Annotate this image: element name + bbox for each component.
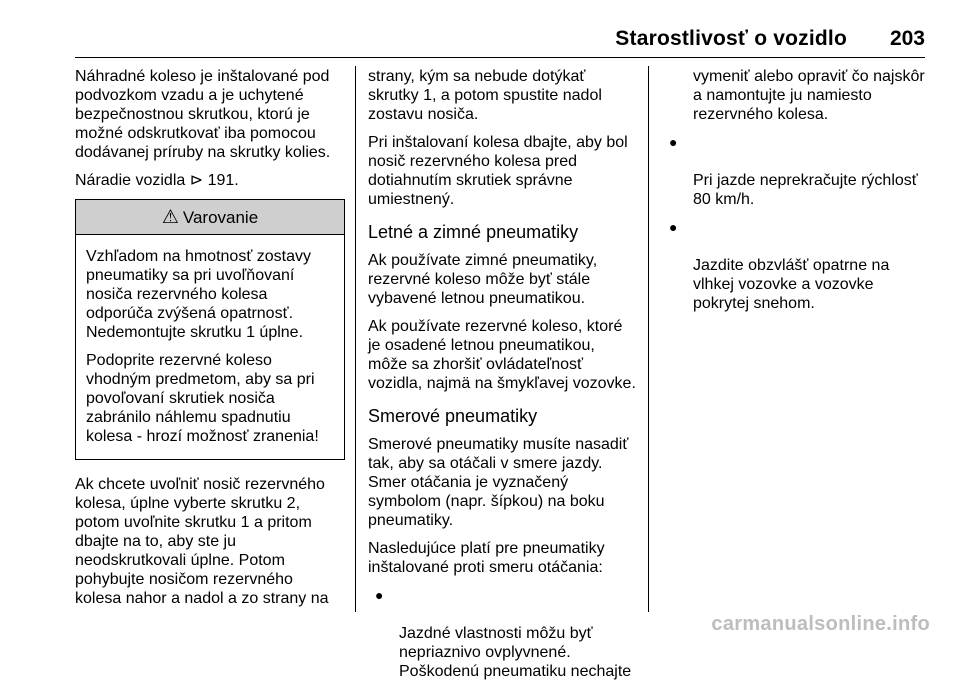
list-item-text: Jazdite obzvlášť opatrne na vlhkej vozovke a vozovke pokrytej snehom. — [693, 257, 890, 312]
warning-header — [76, 200, 344, 235]
paragraph: Ak používate rezervné koleso, ktoré je osadené letnou pneumatikou, môže sa zhoršiť ovládateľnosť vozidla, najmä na šmykľavej vozovke. — [368, 318, 636, 392]
warning-triangle-icon: ⚠ — [161, 206, 179, 228]
warning-box — [75, 199, 345, 460]
column-3 — [662, 67, 937, 322]
page-number: 203 — [889, 27, 925, 50]
warning-paragraph: Podoprite rezervné koleso vhodným predmetom, aby sa pri povoľovaní skrutiek nosiča zabránilo náhlemu spadnutiu kolesa - hrozí možnosť zranenia! — [86, 352, 319, 445]
section-title: Starostlivosť o vozidlo — [615, 27, 847, 50]
warning-title: Varovanie — [182, 207, 259, 227]
list-item — [662, 133, 937, 209]
column-divider — [355, 66, 356, 612]
list-item-text: Jazdné vlastnosti môžu byť nepriaznivo ovplyvnené. Poškodenú pneumatiku nechajte — [399, 625, 632, 680]
bullet-icon: ● — [375, 587, 384, 603]
paragraph: Náhradné koleso je inštalované pod podvozkom vzadu a je uchytené bezpečnostnou skrutkou, ktorú je možné odskrutkovať iba pomocou dodávanej príruby na skrutky kolies. — [75, 68, 331, 161]
warning-body — [76, 235, 344, 459]
paragraph: strany, kým sa nebude dotýkať skrutky 1, a potom spustite nadol zostavu nosiča. — [368, 68, 602, 123]
list-item — [662, 218, 937, 313]
section-heading: Smerové pneumatiky — [368, 406, 538, 426]
watermark: carmanualsonline.info — [711, 613, 930, 635]
paragraph: Smerové pneumatiky musíte nasadiť tak, aby sa otáčali v smere jazdy. Smer otáčania je vyznačený symbolom (napr. šípkou) na boku pneumatiky. — [368, 436, 629, 529]
column-2 — [368, 67, 638, 690]
paragraph: Pri inštalovaní kolesa dbajte, aby bol nosič rezervného kolesa pred dotiahnutím skrutiek správne umiestnený. — [368, 134, 628, 208]
bullet-icon: ● — [669, 134, 678, 150]
paragraph: Ak používate zimné pneumatiky, rezervné koleso môže byť stále vybavené letnou pneumatikou. — [368, 252, 598, 307]
column-divider — [648, 66, 649, 612]
list-item — [368, 586, 638, 681]
paragraph: Ak chcete uvoľniť nosič rezervného kolesa, úplne vyberte skrutku 2, potom uvoľnite skrutku 1 a pritom dbajte na to, aby ste ju neodskrutkovali úplne. Potom pohybujte nosičom rezervného kolesa nahor a nadol a zo strany na — [75, 476, 329, 607]
section-heading: Letné a zimné pneumatiky — [368, 222, 579, 242]
column-1 — [75, 67, 345, 617]
list-item-text: Pri jazde neprekračujte rýchlosť 80 km/h. — [693, 172, 918, 208]
paragraph-reference: Náradie vozidla ⊳ 191. — [75, 172, 239, 189]
page-header — [75, 27, 925, 58]
paragraph: Nasledujúce platí pre pneumatiky inštalované proti smeru otáčania: — [368, 540, 605, 576]
list-item-continuation: vymeniť alebo opraviť čo najskôr a namontujte ju namiesto rezervného kolesa. — [693, 68, 925, 123]
warning-paragraph: Vzhľadom na hmotnosť zostavy pneumatiky sa pri uvoľňovaní nosiča rezervného kolesa odporúča zvýšená opatrnosť. Nedemontujte skrutku 1 úplne. — [86, 248, 311, 341]
bullet-icon: ● — [669, 219, 678, 235]
